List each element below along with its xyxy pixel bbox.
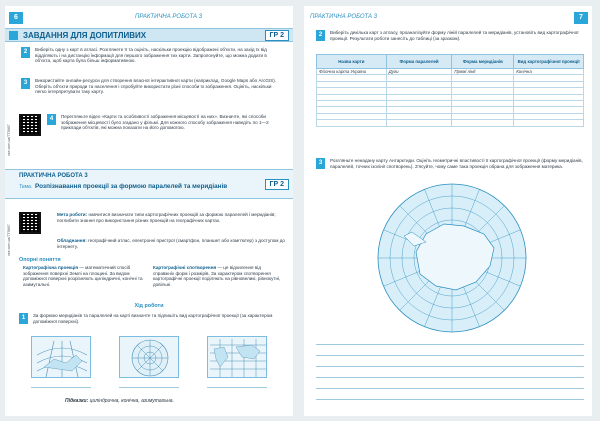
equipment-text: географічний атлас, електронні пристрої (смартфон, планшет або комп'ютер) з доступом до інтернету.: [57, 238, 285, 249]
table-row[interactable]: [317, 120, 584, 126]
goal-paragraph: [57, 212, 285, 223]
table-header: Назва карти: [317, 55, 387, 69]
answer-line[interactable]: [316, 388, 584, 389]
side-code: vse.com.ua/7T5667: [7, 124, 11, 156]
antarctica-polar-map: [356, 182, 548, 334]
table-cell-blank[interactable]: [386, 120, 452, 126]
progress-title: Хід роботи: [134, 303, 164, 309]
checklist-icon: [9, 31, 18, 40]
answer-line[interactable]: [316, 355, 584, 356]
task-number: 2: [21, 47, 30, 58]
concept-term: Картографічна проекція: [23, 265, 79, 270]
table-cell: Конічна: [514, 69, 584, 75]
answer-line[interactable]: [316, 344, 584, 345]
table-cell: Прямі лінії: [452, 69, 514, 75]
equipment-paragraph: [57, 238, 285, 249]
practical-title: ПРАКТИЧНА РОБОТА 3: [19, 173, 88, 179]
tasks-section-bar: [5, 28, 293, 42]
concept-item: [153, 265, 283, 287]
table-header: Форма паралелей: [386, 55, 452, 69]
side-code: vse.com.ua/7T5667: [7, 224, 11, 256]
running-head: ПРАКТИЧНА РОБОТА 3: [135, 14, 202, 20]
topic-label: Тема.: [19, 184, 33, 190]
table-cell-blank[interactable]: [514, 120, 584, 126]
concepts-title: Опорні поняття: [19, 257, 61, 263]
hint: [65, 398, 174, 404]
page-number: 7: [574, 12, 588, 24]
hint-text: циліндрична, конічна, азимутальна.: [89, 398, 174, 404]
table-header: Форма меридіанів: [452, 55, 514, 69]
right-page: [304, 6, 592, 416]
task-text: Використайте онлайн-ресурси для створення власної інтерактивної карти (наприклад, Google Maps або ArcGIS). Оберіть об'єкти природи та населення і спробуйте використати різні способи їх зображення. Оцініть, наскільки легко інтерпретувати таку карту.: [35, 78, 277, 95]
left-page: [5, 6, 293, 416]
answer-line[interactable]: [316, 366, 584, 367]
running-head: ПРАКТИЧНА РОБОТА 3: [310, 14, 377, 20]
step-number: 1: [19, 313, 28, 324]
table-cell-blank[interactable]: [317, 120, 387, 126]
answer-line[interactable]: [119, 387, 179, 388]
practical-bar: [5, 169, 293, 199]
answer-line[interactable]: [207, 387, 267, 388]
step-text: За формою меридіанів та паралелей на карті визначте та підпишіть вид картографічної проекції (за характером допоміжної поверхні).: [33, 313, 273, 324]
hint-label: Підказки:: [65, 398, 89, 404]
group-badge: ГР 2: [265, 179, 289, 190]
answer-line[interactable]: [31, 387, 91, 388]
table-cell-blank[interactable]: [452, 120, 514, 126]
equipment-label: Обладнання:: [57, 238, 87, 243]
answer-line[interactable]: [316, 399, 584, 400]
task-number: 4: [47, 114, 56, 125]
qr-code-icon[interactable]: [19, 212, 41, 234]
task-text: Виберіть декілька карт з атласу, проаналізуйте форму ліній паралелей та меридіанів, установіть вид картографічної проекції. Результати роботи занесіть до таблиці (за зразком).: [330, 30, 579, 41]
table-cell: Дуги: [386, 69, 452, 75]
conic-projection-map: [31, 336, 91, 378]
azimuthal-projection-map: [119, 336, 179, 378]
task-number: 3: [21, 78, 30, 89]
concept-item: [23, 265, 145, 287]
answer-line[interactable]: [316, 377, 584, 378]
table-header-row: [317, 55, 584, 69]
concept-term: Картографічні спотворення: [153, 265, 217, 270]
section-title: ЗАВДАННЯ ДЛЯ ДОПИТЛИВИХ: [23, 31, 147, 40]
goal-text: навчитися визначати типи картографічних проекцій за формою паралелей і меридіанів; поглибити знання про використання різних проекцій на географічних картах.: [57, 212, 276, 223]
concept-text: — математичний спосіб зображення поверхні Землі на площині. За видом допоміжної поверхні розрізняють циліндричні, конічні та азимутальні.: [23, 265, 143, 287]
projection-table: [316, 54, 584, 127]
goal-label: Мета роботи:: [57, 212, 88, 217]
task-text: Розгляньте ненадану карту Антарктиди. Оцініть геометричні властивості її картографічної проекції (форму меридіанів, паралелей, точних ізолінії спотворень). З'ясуйте, чому саме така проекція обрана для зображення материка.: [330, 158, 583, 169]
qr-code-icon[interactable]: [19, 114, 41, 136]
table-cell: Фізична карта України: [317, 69, 387, 75]
task-number: 2: [316, 30, 325, 41]
task-text: Виберіть одну з карт в атласі. Розглянете її та оцініть, наскільки проекцію відображені об'єкти, на захід їх від відділяють і на дистанцію інформації для першого зображення тих карти. Запропонуйте, що можна додати в об'єкта, щоб карта була більш інформативною.: [35, 47, 267, 64]
task-text: Перегляньте відео «Карти та особливості зображення місцевості на них». Визначте, які способи зображення місцевості було згадано у фільмі. Для кожного способу зображення наведіть по 1—2 приклади об'єктів, які можна показати на його допомогою.: [61, 114, 269, 131]
table-header: Вид картографічної проекції: [514, 55, 584, 69]
task-number: 3: [316, 158, 325, 169]
page-number: 6: [9, 12, 23, 24]
cylindrical-projection-map: [207, 336, 267, 378]
concept-text: — це відхилення від справжніх форм і розмірів. За характером спотворення картографічні проекції поділяють на рівновеликі, рівнокутні, довільні.: [153, 265, 281, 287]
group-badge: ГР 2: [265, 30, 289, 41]
topic-title: Розпізнавання проекції за формою паралелей та меридіанів: [35, 183, 228, 190]
